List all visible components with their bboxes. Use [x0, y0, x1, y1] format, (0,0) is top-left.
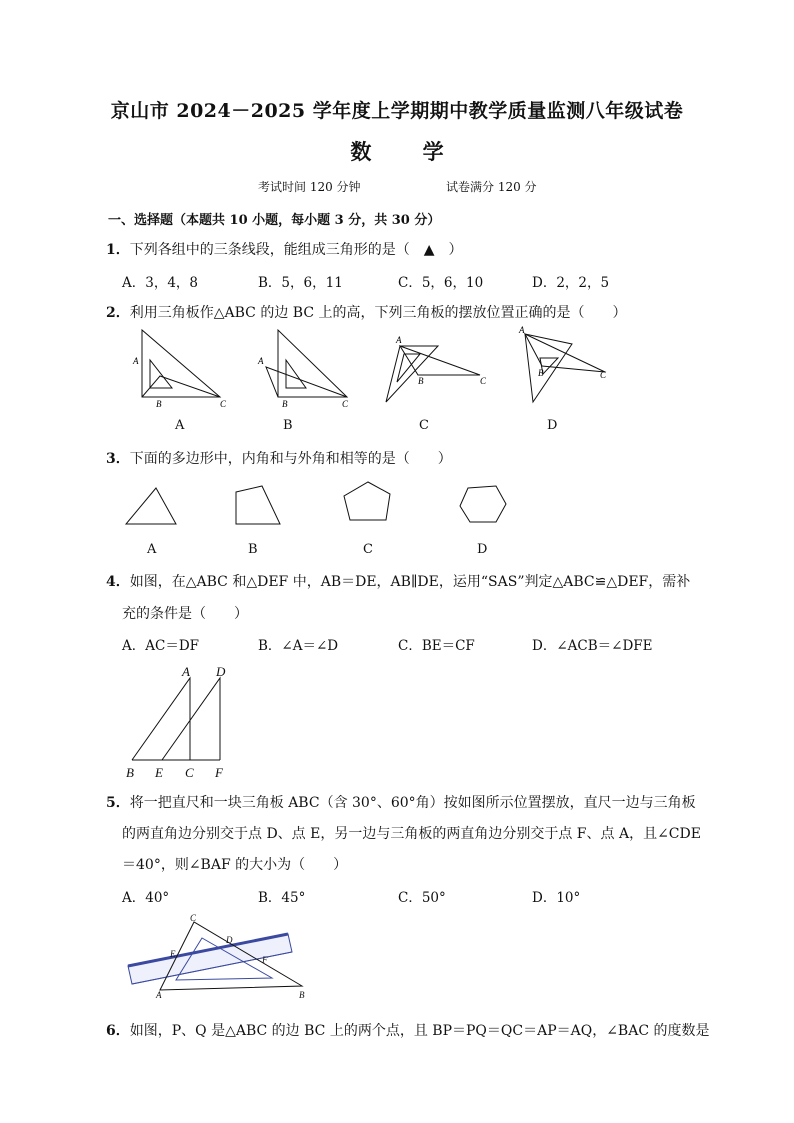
svg-text:A: A: [258, 356, 264, 366]
subject-char-1: 数: [350, 139, 372, 164]
q5-option-a: A．40°: [122, 890, 170, 906]
q3-quadrilateral: [236, 486, 280, 524]
exam-title: 京山市 2024－2025 学年度上学期期中教学质量监测八年级试卷: [110, 100, 684, 122]
q1-option-b: B．5，6，11: [258, 275, 343, 291]
svg-text:C: C: [480, 376, 487, 386]
q2-figures: [120, 322, 620, 418]
q4-option-a: A．AC＝DF: [122, 638, 200, 654]
q2-label-d: D: [547, 418, 558, 433]
question-4-line-2: 充的条件是（ ）: [122, 606, 248, 622]
svg-text:A: A: [396, 335, 402, 345]
question-4-text-1: 如图，在△ABC 和△DEF 中，AB＝DE，AB∥DE，运用“SAS”判定△ABC≌△DEF，需补: [129, 574, 691, 590]
svg-text:C: C: [342, 399, 349, 409]
svg-text:B: B: [156, 399, 162, 409]
q5-figure: [122, 912, 312, 1004]
q2-a-setsquare: [142, 330, 220, 397]
q5-option-c: C．50°: [398, 890, 446, 906]
q4-figure: [118, 660, 248, 784]
svg-text:B: B: [418, 376, 424, 386]
question-3: [106, 448, 452, 468]
question-3-text: 下面的多边形中，内角和与外角和相等的是（ ）: [129, 451, 452, 467]
q2-c-triangle: [400, 346, 480, 375]
q4-point-a: A: [182, 664, 190, 679]
q4-option-d: D．∠ACB＝∠DFE: [532, 638, 653, 654]
question-5-text-1: 将一把直尺和一块三角板 ABC（含 30°、60°角）按如图所示位置摆放，直尺一边与三角板: [129, 795, 696, 811]
q5-point-b: B: [299, 990, 305, 1000]
q2-label-a: A: [175, 418, 185, 433]
q5-option-b: B．45°: [258, 890, 306, 906]
q2-d-triangle: [525, 334, 605, 372]
svg-text:C: C: [220, 399, 227, 409]
section-heading: 一、选择题（本题共 10 小题，每小题 3 分，共 30 分）: [108, 213, 441, 228]
q4-triangle-def: [162, 678, 220, 760]
q5-point-e: E: [170, 949, 176, 959]
q3-label-d: D: [477, 542, 488, 557]
q4-point-c: C: [185, 765, 194, 780]
question-6: [106, 1020, 710, 1040]
q5-point-d: D: [226, 935, 233, 945]
q4-point-f: F: [215, 765, 223, 780]
svg-text:A: A: [519, 325, 525, 335]
exam-time: 考试时间 120 分钟: [258, 180, 361, 194]
q4-point-d: D: [216, 664, 226, 679]
question-2-text: 利用三角板作△ABC 的边 BC 上的高，下列三角板的摆放位置正确的是（ ）: [129, 305, 627, 321]
subject-char-2: 学: [422, 139, 444, 164]
question-5-number: 5．: [106, 795, 130, 811]
svg-text:B: B: [282, 399, 288, 409]
full-score: 试卷满分 120 分: [446, 180, 537, 194]
q5-point-f: F: [262, 955, 268, 965]
question-5-line-1: [106, 792, 696, 812]
question-6-text: 如图，P、Q 是△ABC 的边 BC 上的两个点，且 BP＝PQ＝QC＝AP＝AQ，∠BAC 的度数是: [129, 1023, 710, 1039]
q4-point-b: B: [126, 765, 134, 780]
question-1: [106, 239, 463, 259]
q4-point-e: E: [155, 765, 163, 780]
q3-pentagon: [344, 482, 390, 520]
q5-point-c: C: [190, 913, 197, 923]
q5-point-a: A: [156, 990, 162, 1000]
q3-label-c: C: [363, 542, 373, 557]
q3-triangle: [126, 488, 176, 524]
q4-option-c: C．BE＝CF: [398, 638, 475, 654]
q1-option-c: C．5，6，10: [398, 275, 484, 291]
q1-option-d: D．2，2，5: [532, 275, 610, 291]
question-1-number: 1．: [106, 242, 130, 258]
question-1-text: 下列各组中的三条线段，能组成三角形的是（ ▲ ）: [129, 242, 463, 258]
question-2: [106, 302, 627, 322]
question-6-number: 6．: [106, 1023, 130, 1039]
svg-text:A: A: [133, 356, 139, 366]
question-4-number: 4．: [106, 574, 130, 590]
q2-label-c: C: [419, 418, 429, 433]
q3-label-a: A: [147, 542, 157, 557]
q3-label-b: B: [248, 542, 258, 557]
q4-option-b: B．∠A＝∠D: [258, 638, 339, 654]
q4-triangle-abc: [132, 678, 190, 760]
svg-text:C: C: [600, 370, 607, 380]
question-5-line-2: 的两直角边分别交于点 D、点 E，另一边与三角板的两直角边分别交于点 F、点 A，且∠CDE: [122, 826, 701, 842]
question-4-line-1: [106, 571, 690, 591]
q3-hexagon: [460, 486, 506, 522]
question-2-number: 2．: [106, 305, 130, 321]
q1-option-a: A．3，4，8: [122, 275, 199, 291]
subject-title: [0, 136, 794, 166]
q2-label-b: B: [283, 418, 293, 433]
svg-text:B: B: [538, 368, 544, 378]
q5-option-d: D．10°: [532, 890, 581, 906]
question-3-number: 3．: [106, 451, 130, 467]
q3-figures: [120, 476, 520, 532]
question-5-line-3: ＝40°，则∠BAF 的大小为（ ）: [122, 857, 348, 873]
